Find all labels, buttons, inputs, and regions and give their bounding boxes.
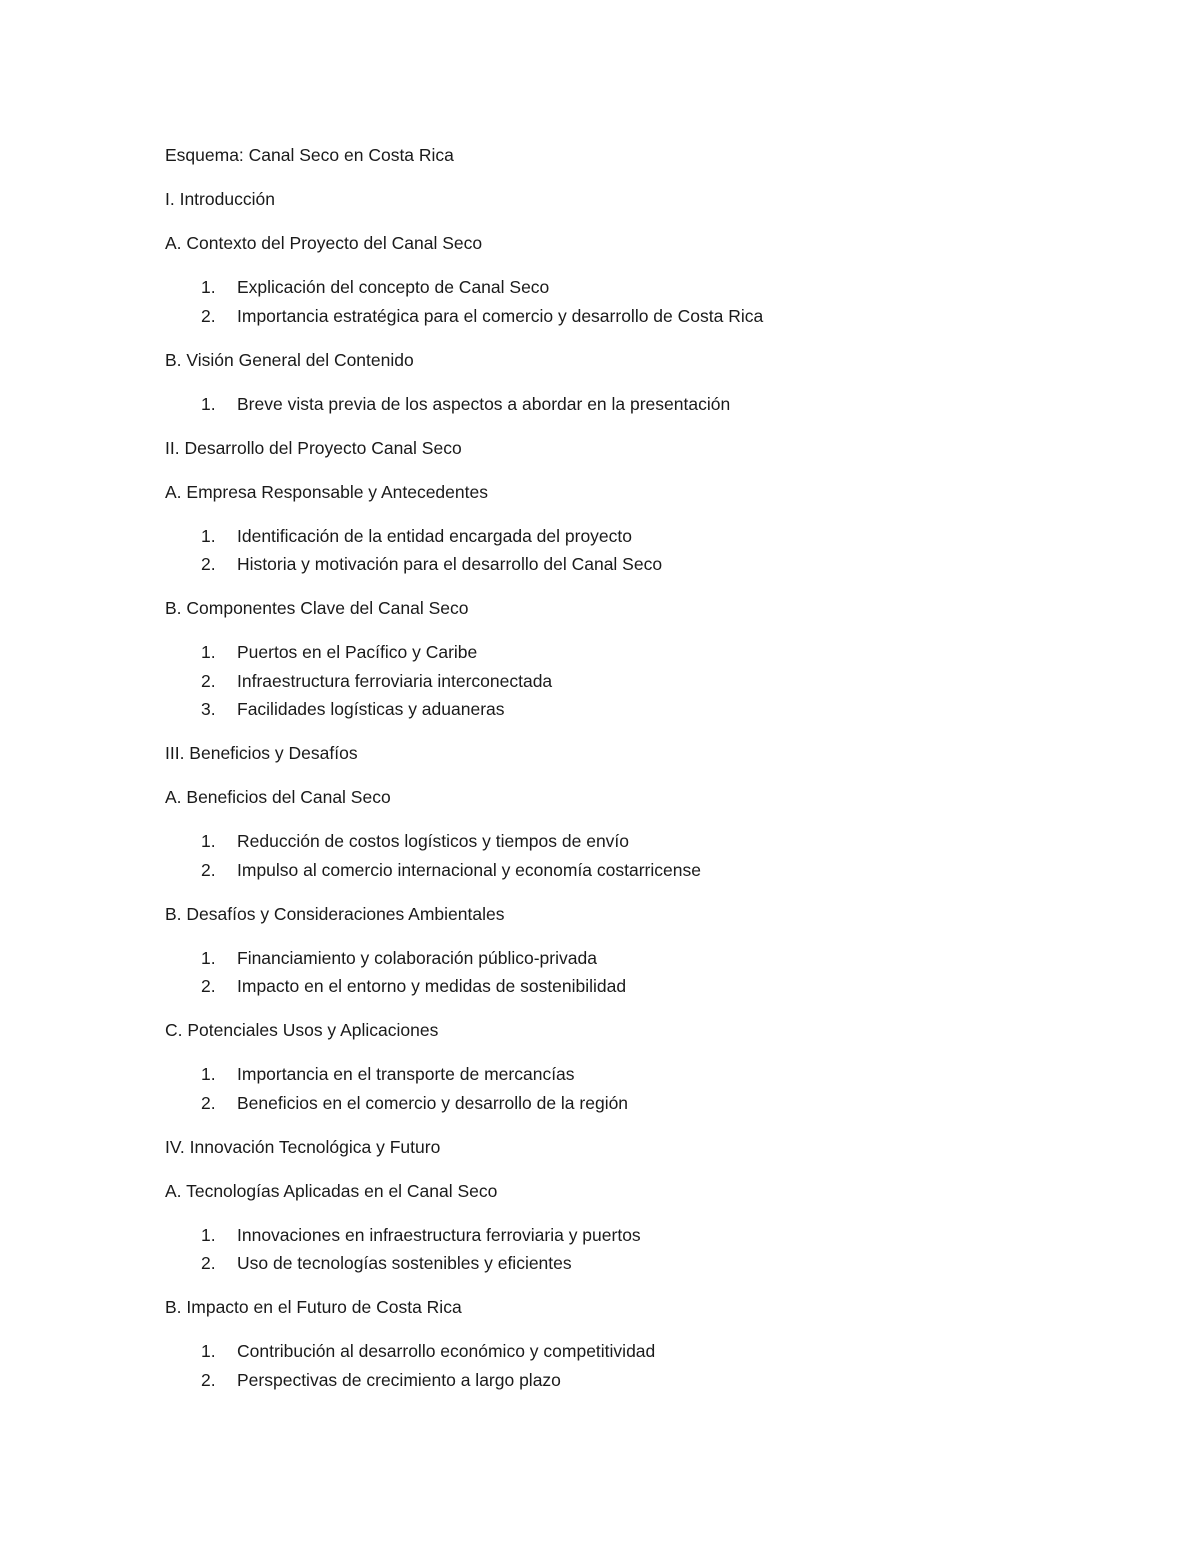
list-item-number: 2. <box>201 1253 216 1273</box>
list-item-text: Facilidades logísticas y aduaneras <box>237 699 505 719</box>
list-item-text: Beneficios en el comercio y desarrollo de la región <box>237 1092 629 1113</box>
numbered-list <box>165 944 1065 1001</box>
list-item <box>165 667 1065 696</box>
list-item-number: 2. <box>201 554 216 574</box>
list-item-number: 2. <box>201 859 216 880</box>
list-item <box>165 972 1065 1001</box>
list-item-text: Puertos en el Pacífico y Caribe <box>237 642 478 662</box>
list-item-number: 2. <box>201 670 216 691</box>
list-item-text: Impacto en el entorno y medidas de sostenibilidad <box>237 976 627 996</box>
list-item <box>165 1366 1065 1395</box>
list-item <box>165 550 1065 579</box>
list-item <box>165 827 1065 856</box>
numbered-list <box>165 1337 1065 1394</box>
list-item-number: 1. <box>201 277 216 297</box>
numbered-list <box>165 522 1065 579</box>
list-item-number: 1. <box>201 1064 216 1084</box>
list-item-text: Importancia estratégica para el comercio y desarrollo de Costa Rica <box>237 305 764 326</box>
list-item-text: Identificación de la entidad encargada del proyecto <box>237 525 632 546</box>
numbered-list <box>165 638 1065 724</box>
list-item <box>165 1060 1065 1089</box>
list-item-text: Uso de tecnologías sostenibles y eficientes <box>237 1253 572 1273</box>
subsection-heading: C. Potenciales Usos y Aplicaciones <box>165 1020 439 1040</box>
subsection-heading: B. Impacto en el Futuro de Costa Rica <box>165 1297 462 1317</box>
list-item-text: Breve vista previa de los aspectos a abordar en la presentación <box>237 393 731 414</box>
list-item-number: 2. <box>201 305 216 326</box>
document-body <box>165 141 1065 1410</box>
section-heading: III. Beneficios y Desafíos <box>165 743 358 763</box>
list-item-text: Innovaciones en infraestructura ferroviaria y puertos <box>237 1224 641 1245</box>
list-item-number: 1. <box>201 947 216 968</box>
subsection-heading: B. Desafíos y Consideraciones Ambientales <box>165 903 505 924</box>
numbered-list <box>165 273 1065 330</box>
list-item <box>165 1337 1065 1366</box>
subsection-heading: A. Beneficios del Canal Seco <box>165 787 391 807</box>
list-item-number: 2. <box>201 1369 216 1390</box>
list-item <box>165 856 1065 885</box>
section-heading: II. Desarrollo del Proyecto Canal Seco <box>165 437 462 458</box>
list-item-number: 1. <box>201 1341 216 1361</box>
list-item-number: 1. <box>201 1224 216 1245</box>
list-item-number: 2. <box>201 1092 216 1113</box>
list-item <box>165 302 1065 331</box>
list-item-text: Reducción de costos logísticos y tiempos de envío <box>237 831 630 851</box>
list-item <box>165 1249 1065 1278</box>
list-item-number: 3. <box>201 699 216 719</box>
subsection-heading: A. Contexto del Proyecto del Canal Seco <box>165 233 483 253</box>
subsection-heading: B. Visión General del Contenido <box>165 349 414 370</box>
list-item-text: Financiamiento y colaboración público-privada <box>237 947 597 968</box>
subsection-heading: A. Empresa Responsable y Antecedentes <box>165 481 488 502</box>
numbered-list <box>165 1060 1065 1117</box>
list-item-text: Perspectivas de crecimiento a largo plazo <box>237 1369 561 1390</box>
list-item <box>165 1221 1065 1250</box>
list-item <box>165 1089 1065 1118</box>
list-item-text: Contribución al desarrollo económico y competitividad <box>237 1341 656 1361</box>
list-item <box>165 695 1065 724</box>
list-item-text: Historia y motivación para el desarrollo del Canal Seco <box>237 554 663 574</box>
section-heading: I. Introducción <box>165 189 275 209</box>
list-item-number: 1. <box>201 393 216 414</box>
list-item-number: 2. <box>201 976 216 996</box>
list-item-text: Impulso al comercio internacional y economía costarricense <box>237 859 701 880</box>
section-heading: IV. Innovación Tecnológica y Futuro <box>165 1136 441 1157</box>
list-item-number: 1. <box>201 525 216 546</box>
list-item <box>165 522 1065 551</box>
list-item-number: 1. <box>201 831 216 851</box>
subsection-heading: B. Componentes Clave del Canal Seco <box>165 598 469 618</box>
numbered-list <box>165 390 1065 419</box>
document-title: Esquema: Canal Seco en Costa Rica <box>165 145 454 165</box>
list-item <box>165 638 1065 667</box>
list-item-text: Importancia en el transporte de mercancías <box>237 1064 575 1084</box>
numbered-list <box>165 827 1065 884</box>
list-item <box>165 390 1065 419</box>
subsection-heading: A. Tecnologías Aplicadas en el Canal Seco <box>165 1180 498 1201</box>
list-item-text: Explicación del concepto de Canal Seco <box>237 277 550 297</box>
list-item-number: 1. <box>201 642 216 662</box>
list-item <box>165 944 1065 973</box>
list-item <box>165 273 1065 302</box>
numbered-list <box>165 1221 1065 1278</box>
list-item-text: Infraestructura ferroviaria interconectada <box>237 670 553 691</box>
